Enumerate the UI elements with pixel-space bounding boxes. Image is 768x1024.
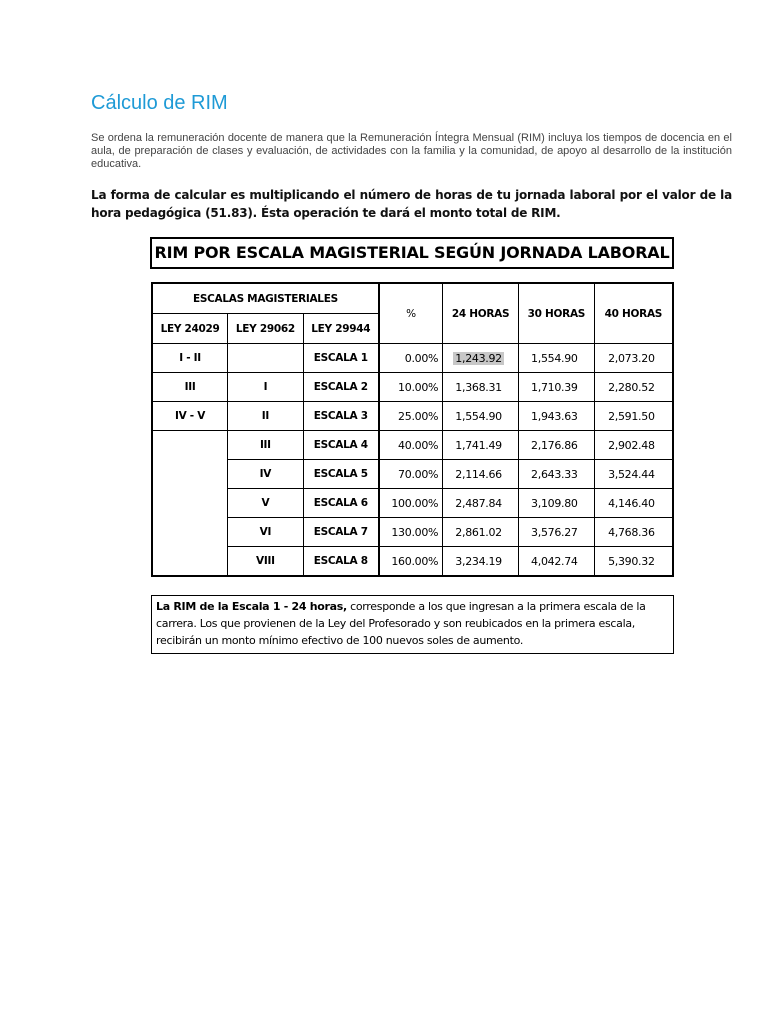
cell-ley29944: ESCALA 2 (303, 373, 379, 402)
cell-30h: 3,109.80 (518, 489, 594, 518)
cell-30h: 4,042.74 (518, 547, 594, 577)
cell-ley29944: ESCALA 4 (303, 431, 379, 460)
note-text: corresponde a los que ingresan a la primera escala de la carrera. Los que provienen de la Ley del Profesorado y son reubicados en la primera escala, recibirán un monto mínimo efectivo de 100 nuevos soles de aumento. (156, 600, 646, 647)
cell-30h: 2,643.33 (518, 460, 594, 489)
cell-ley29944: ESCALA 6 (303, 489, 379, 518)
header-pct: % (379, 283, 443, 344)
cell-ley24029-empty (152, 431, 228, 577)
intro-paragraph: Se ordena la remuneración docente de manera que la Remuneración Íntegra Mensual (RIM) incluya los tiempos de docencia en el aula, de preparación de clases y evaluación, de actividades con la familia y la comunidad, de apoyo al desarrollo de la institución educativa. (91, 132, 732, 170)
cell-ley29944: ESCALA 5 (303, 460, 379, 489)
cell-40h: 2,902.48 (594, 431, 673, 460)
cell-24h: 3,234.19 (443, 547, 519, 577)
cell-ley24029: IV - V (152, 402, 228, 431)
header-30-horas: 30 HORAS (518, 283, 594, 344)
cell-30h: 1,710.39 (518, 373, 594, 402)
cell-ley29944: ESCALA 8 (303, 547, 379, 577)
table-row (152, 431, 673, 460)
table-title: RIM POR ESCALA MAGISTERIAL SEGÚN JORNADA LABORAL (150, 237, 674, 269)
cell-ley29944: ESCALA 1 (303, 344, 379, 373)
cell-pct: 40.00% (379, 431, 443, 460)
cell-30h: 1,554.90 (518, 344, 594, 373)
highlighted-value: 1,243.92 (455, 351, 502, 365)
cell-pct: 25.00% (379, 402, 443, 431)
cell-40h: 2,073.20 (594, 344, 673, 373)
group-header: ESCALAS MAGISTERIALES (152, 283, 379, 314)
cell-ley29062: I (228, 373, 304, 402)
cell-40h: 5,390.32 (594, 547, 673, 577)
header-ley-24029: LEY 24029 (152, 314, 228, 344)
cell-24h: 2,114.66 (443, 460, 519, 489)
cell-30h: 1,943.63 (518, 402, 594, 431)
cell-24h: 2,861.02 (443, 518, 519, 547)
header-40-horas: 40 HORAS (594, 283, 673, 344)
cell-pct: 0.00% (379, 344, 443, 373)
cell-ley29062: VI (228, 518, 304, 547)
cell-24h: 1,368.31 (443, 373, 519, 402)
cell-40h: 4,768.36 (594, 518, 673, 547)
cell-ley29062: V (228, 489, 304, 518)
table-row (152, 402, 673, 431)
cell-ley29944: ESCALA 7 (303, 518, 379, 547)
table-row (152, 373, 673, 402)
cell-ley29062: III (228, 431, 304, 460)
cell-ley29062 (228, 344, 304, 373)
header-ley-29944: LEY 29944 (303, 314, 379, 344)
rim-table (151, 282, 674, 577)
cell-pct: 100.00% (379, 489, 443, 518)
cell-24h: 2,487.84 (443, 489, 519, 518)
cell-pct: 130.00% (379, 518, 443, 547)
note-bold: La RIM de la Escala 1 - 24 horas, (156, 600, 347, 613)
header-ley-29062: LEY 29062 (228, 314, 304, 344)
method-paragraph: La forma de calcular es multiplicando el número de horas de tu jornada laboral por el valor de la hora pedagógica (51.83). Ésta operación te dará el monto total de RIM. (91, 188, 732, 220)
header-24-horas: 24 HORAS (443, 283, 519, 344)
cell-30h: 3,576.27 (518, 518, 594, 547)
cell-pct: 10.00% (379, 373, 443, 402)
page-title: Cálculo de RIM (91, 92, 228, 114)
cell-40h: 4,146.40 (594, 489, 673, 518)
table-row (152, 518, 673, 547)
table-row (152, 460, 673, 489)
table-row (152, 344, 673, 373)
cell-ley24029: III (152, 373, 228, 402)
cell-pct: 160.00% (379, 547, 443, 577)
cell-ley29062: VIII (228, 547, 304, 577)
cell-ley29944: ESCALA 3 (303, 402, 379, 431)
cell-ley24029: I - II (152, 344, 228, 373)
cell-ley29062: II (228, 402, 304, 431)
cell-40h: 2,280.52 (594, 373, 673, 402)
table-row (152, 489, 673, 518)
note-box (151, 595, 674, 654)
cell-ley29062: IV (228, 460, 304, 489)
cell-24h (443, 344, 519, 373)
cell-24h: 1,741.49 (443, 431, 519, 460)
cell-24h: 1,554.90 (443, 402, 519, 431)
table-row (152, 547, 673, 577)
cell-40h: 2,591.50 (594, 402, 673, 431)
cell-40h: 3,524.44 (594, 460, 673, 489)
cell-pct: 70.00% (379, 460, 443, 489)
cell-30h: 2,176.86 (518, 431, 594, 460)
